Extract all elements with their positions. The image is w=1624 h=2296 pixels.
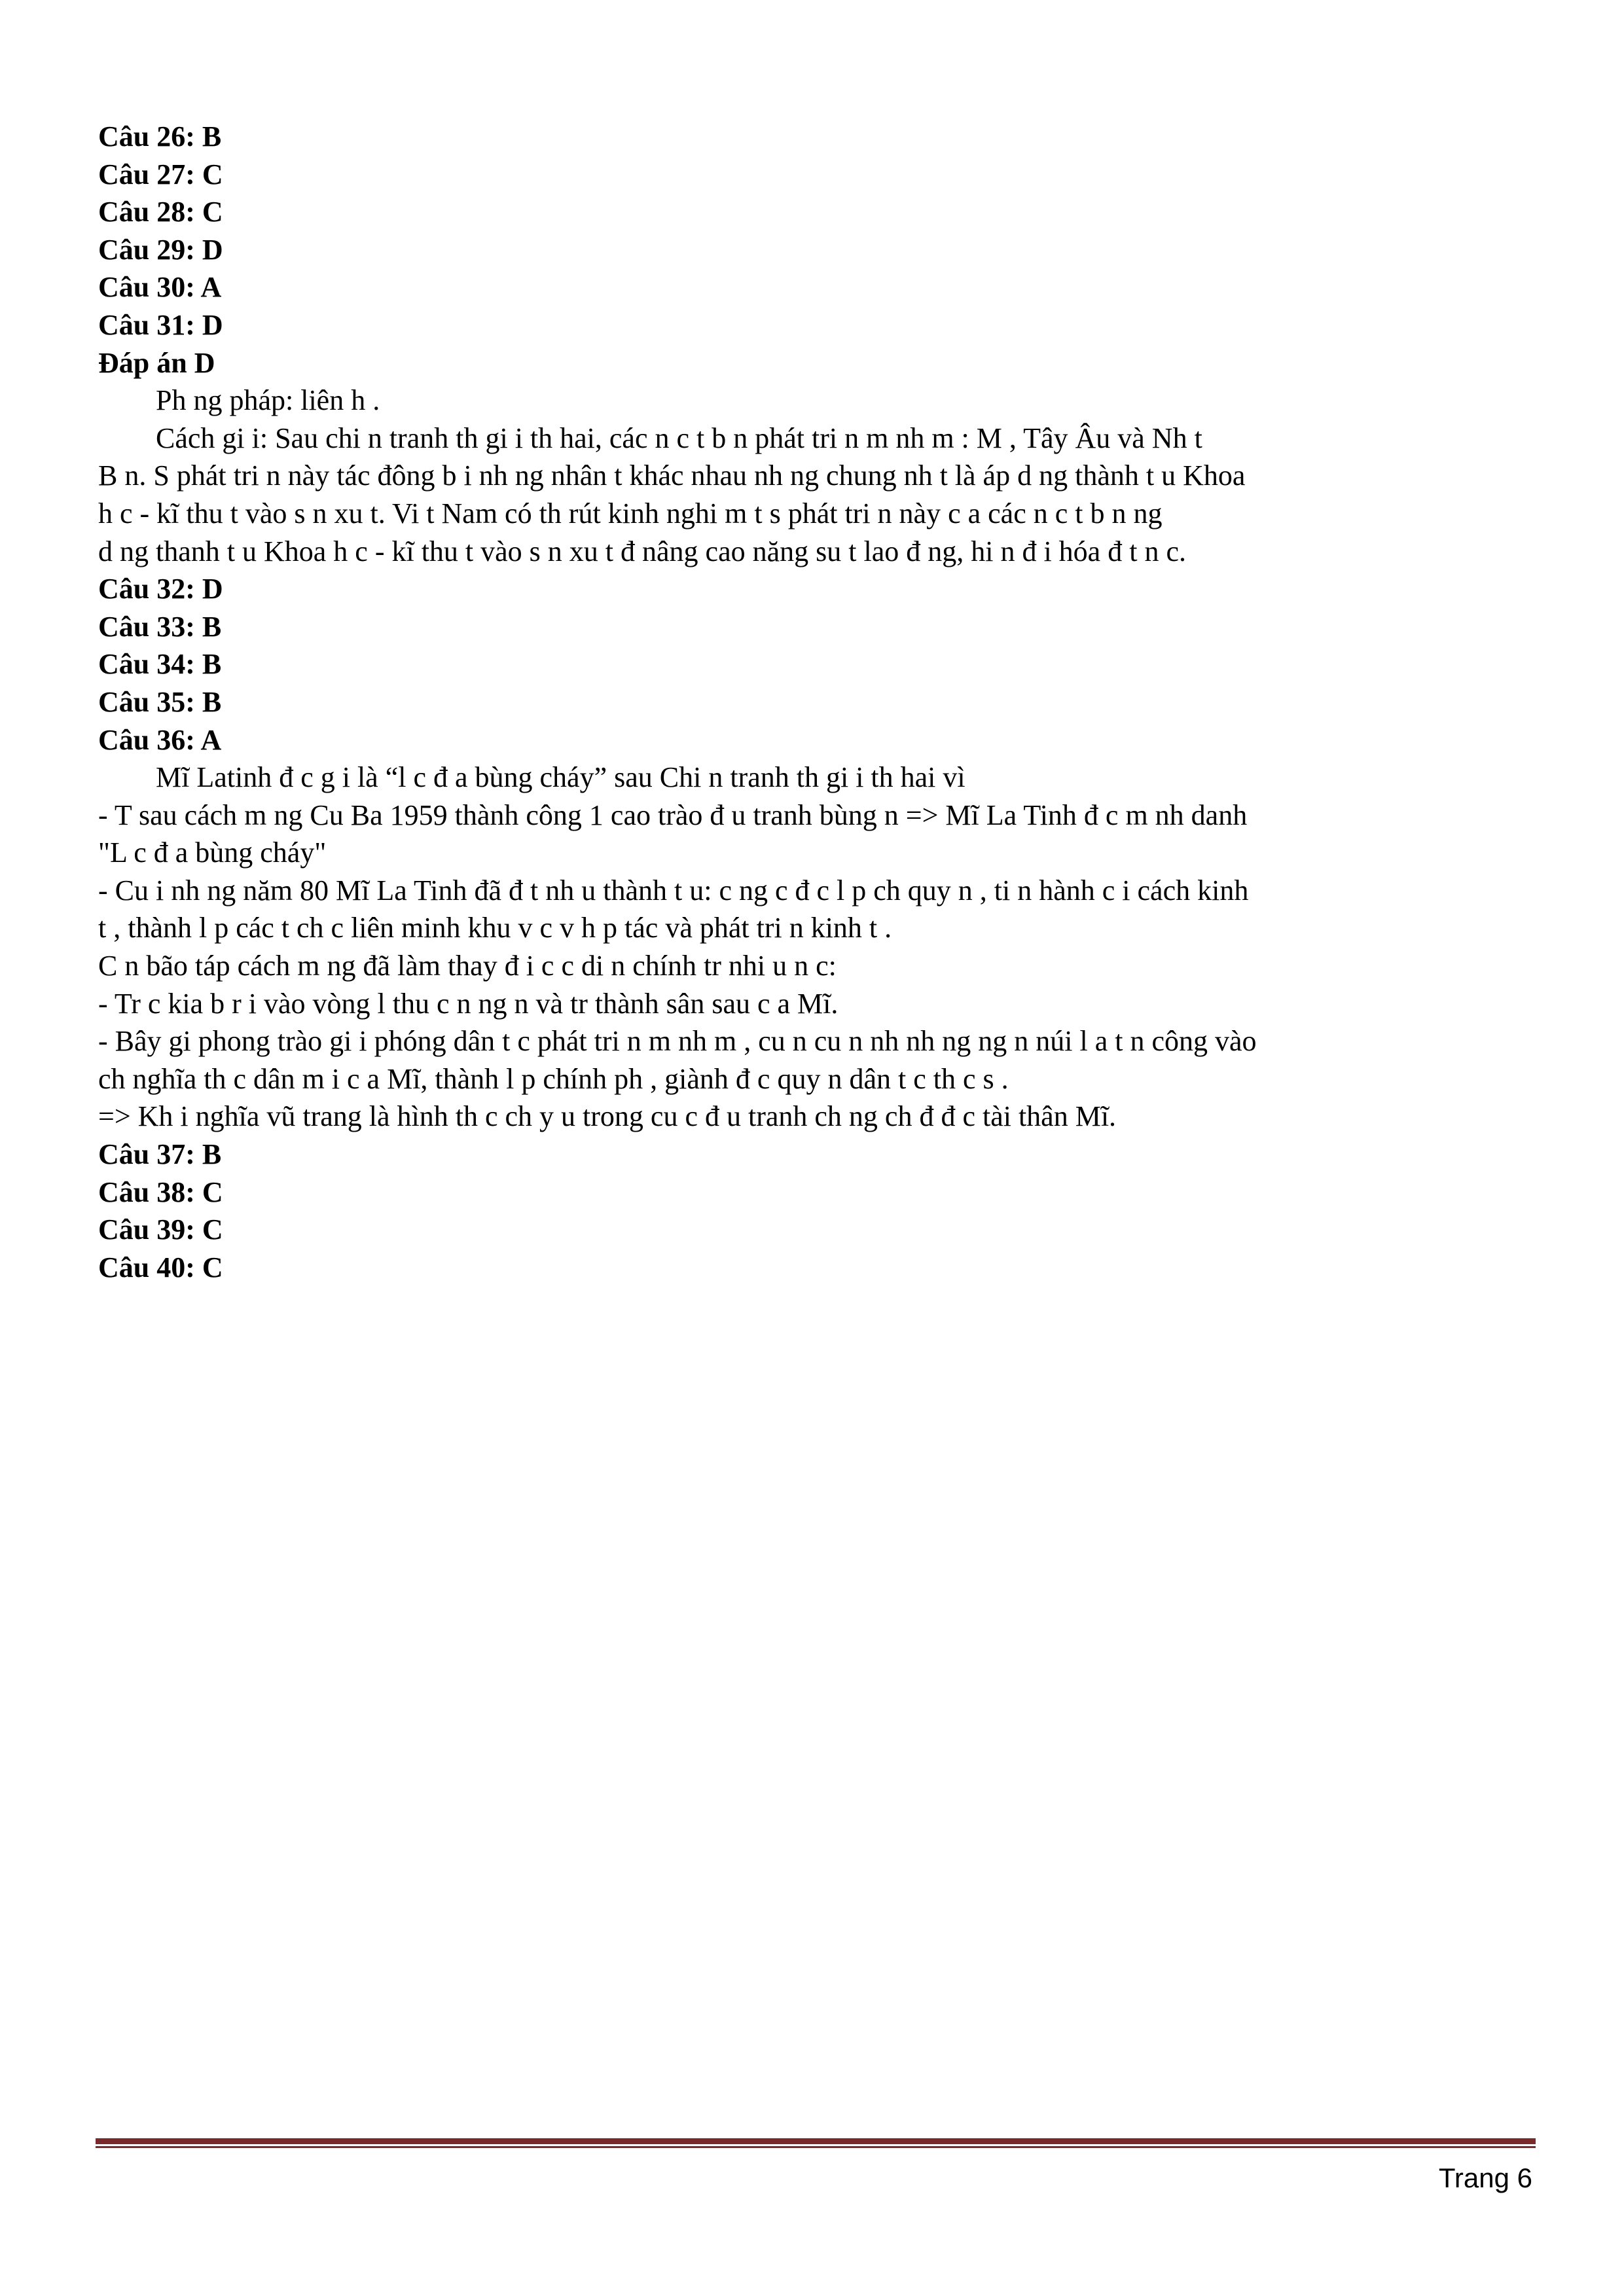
answer-list-top xyxy=(98,118,1532,382)
answer-item: Câu 31: D xyxy=(98,308,223,341)
explanation-line: ch nghĩa th c dân m i c a Mĩ, thành l p chính ph , giành đ c quy n dân t c th c s . xyxy=(98,1062,1009,1095)
explanation-line: d ng thanh t u Khoa h c - kĩ thu t vào s n xu t đ nâng cao năng su t lao đ ng, hi n đ i hóa đ t n c. xyxy=(98,535,1186,567)
answer-item: Câu 28: C xyxy=(98,196,223,228)
answer-item: Câu 29: D xyxy=(98,233,223,266)
answer-item: Câu 39: C xyxy=(98,1213,223,1246)
answer-item: Câu 37: B xyxy=(98,1138,222,1171)
answer-item: Câu 30: A xyxy=(98,271,222,304)
answer-item: Câu 33: B xyxy=(98,610,222,643)
explanation-line: "L c đ a bùng cháy" xyxy=(98,836,327,869)
answer-item: Câu 38: C xyxy=(98,1175,223,1208)
answer-list-bottom xyxy=(98,1136,1532,1286)
answer-item: Câu 27: C xyxy=(98,158,223,190)
page-number: Trang 6 xyxy=(1438,2162,1532,2193)
answer-list-mid xyxy=(98,570,1532,759)
footer-divider xyxy=(96,2138,1536,2148)
explanation-line: h c - kĩ thu t vào s n xu t. Vi t Nam có th rút kinh nghi m t s phát tri n này c a các n c t b n ng xyxy=(98,497,1163,529)
answer-item: Câu 36: A xyxy=(98,723,222,756)
explanation-line: - T sau cách m ng Cu Ba 1959 thành công 1 cao trào đ u tranh bùng n => Mĩ La Tinh đ c m nh danh xyxy=(98,798,1248,831)
explanation-line: - Cu i nh ng năm 80 Mĩ La Tinh đã đ t nh u thành t u: c ng c đ c l p ch quy n , ti n hành c i cách kinh xyxy=(98,874,1249,906)
answer-item: Câu 26: B xyxy=(98,120,222,152)
explanation-line: => Kh i nghĩa vũ trang là hình th c ch y u trong cu c đ u tranh ch ng ch đ đ c tài thân Mĩ. xyxy=(98,1100,1117,1133)
explanation-line: C n bão táp cách m ng đã làm thay đ i c c di n chính tr nhi u n c: xyxy=(98,950,837,982)
answer-header: Đáp án D xyxy=(98,346,215,379)
answer-item: Câu 32: D xyxy=(98,573,223,605)
explanation-line: Ph ng pháp: liên h . xyxy=(156,384,380,417)
explanation-question-36 xyxy=(98,759,1532,1136)
explanation-line: Cách gi i: Sau chi n tranh th gi i th hai, các n c t b n phát tri n m nh m : M , Tây Âu và Nh t xyxy=(156,422,1202,454)
explanation-line: B n. S phát tri n này tác đông b i nh ng nhân t khác nhau nh ng chung nh t là áp d ng thành t u Khoa xyxy=(98,459,1246,492)
answer-item: Câu 40: C xyxy=(98,1251,223,1283)
explanation-line: - Tr c kia b r i vào vòng l thu c n ng n và tr thành sân sau c a Mĩ. xyxy=(98,987,839,1020)
answer-item: Câu 34: B xyxy=(98,648,222,681)
footer-divider-thick xyxy=(96,2138,1536,2144)
explanation-line: Mĩ Latinh đ c g i là “l c đ a bùng cháy” sau Chi n tranh th gi i th hai vì xyxy=(156,761,965,794)
answer-key-content xyxy=(98,118,1532,1286)
explanation-question-31 xyxy=(98,382,1532,570)
footer-divider-thin xyxy=(96,2146,1536,2148)
explanation-line: - Bây gi phong trào gi i phóng dân t c phát tri n m nh m , cu n cu n nh nh ng ng n núi l a t n công vào xyxy=(98,1025,1257,1058)
explanation-line: t , thành l p các t ch c liên minh khu v c v h p tác và phát tri n kinh t . xyxy=(98,912,892,944)
answer-item: Câu 35: B xyxy=(98,685,222,718)
